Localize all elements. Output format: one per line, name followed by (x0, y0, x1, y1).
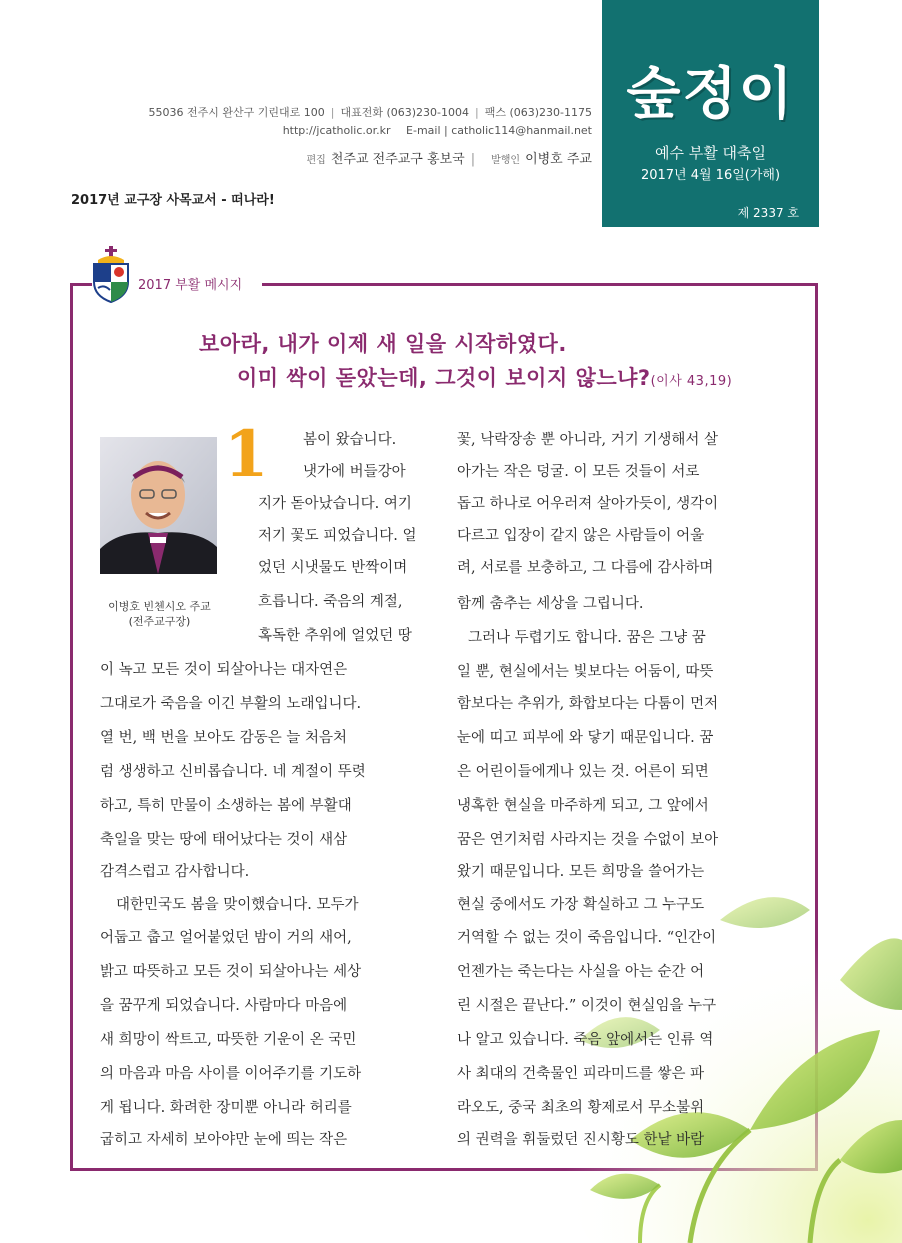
body-line: 새 희망이 싹트고, 따뜻한 기운이 온 국민 (100, 1032, 357, 1048)
fax-text: 팩스 (063)230-1175 (484, 106, 592, 119)
editor-label: 편집 (306, 155, 326, 166)
spacer (397, 124, 401, 137)
diocese-emblem-icon (88, 246, 134, 304)
phone-text: 대표전화 (063)230-1004 (340, 106, 469, 119)
issue-date: 2017년 4월 16일(가해) (640, 168, 781, 183)
body-line: 그러나 두렵기도 합니다. 꿈은 그냥 꿈 (468, 630, 706, 646)
headline-line-1: 보아라, 내가 이제 새 일을 시작하였다. (199, 332, 567, 356)
photo-caption-title: (전주교구장) (128, 615, 191, 628)
section-label: 2017 부활 메시지 (138, 278, 243, 293)
body-line: 꿈은 연기처럼 사라지는 것을 수없이 보아 (457, 832, 719, 848)
frame-border-top-right (262, 283, 818, 286)
issue-number: 제 2337 호 (737, 206, 799, 220)
contact-line-address (148, 104, 592, 120)
body-line: 흐릅니다. 죽음의 계절, (258, 594, 403, 610)
body-line: 려, 서로를 보충하고, 그 다름에 감사하며 (457, 560, 714, 576)
photo-caption (92, 599, 227, 629)
body-line: 럼 생생하고 신비롭습니다. 네 계절이 뚜렷 (100, 764, 366, 780)
body-line: 감격스럽고 감사합니다. (100, 864, 250, 880)
divider: | (330, 106, 335, 119)
frame-border-left (70, 283, 73, 1170)
website-link[interactable]: http://jcatholic.or.kr (282, 124, 391, 137)
body-line: 어둡고 춥고 얼어붙었던 밤이 거의 새어, (100, 930, 352, 946)
body-line: 저기 꽃도 피었습니다. 얼 (258, 528, 417, 544)
body-line: 굽히고 자세히 보아야만 눈에 띄는 작은 (100, 1132, 348, 1148)
bishop-photo (100, 437, 217, 574)
body-line: 아가는 작은 덩굴. 이 모든 것들이 서로 (457, 464, 700, 480)
headline-line-2-text: 이미 싹이 돋았는데, 그것이 보이지 않느냐? (237, 366, 651, 390)
body-line: 을 꿈꾸게 되었습니다. 사람마다 마음에 (100, 998, 348, 1014)
body-line: 냇가에 버들강아 (303, 464, 406, 480)
body-line: 의 권력을 휘둘렀던 진시황도 한낱 바람 (457, 1132, 705, 1148)
body-line: 열 번, 백 번을 보아도 감동은 늘 처음처 (100, 730, 347, 746)
body-line: 언젠가는 죽는다는 사실을 아는 순간 어 (457, 964, 705, 980)
drop-cap-number: 1 (224, 417, 269, 492)
body-line: 었던 시냇물도 반짝이며 (258, 560, 408, 576)
contact-line-web (283, 124, 592, 137)
scripture-reference: (이사 43,19) (650, 374, 733, 389)
body-line: 봄이 왔습니다. (303, 432, 397, 448)
body-line: 거역할 수 없는 것이 죽음입니다. “인간이 (457, 930, 717, 946)
body-line: 현실 중에서도 가장 확실하고 그 누구도 (457, 897, 705, 913)
feast-name: 예수 부활 대축일 (655, 144, 766, 162)
body-line: 눈에 띠고 피부에 와 닿기 때문입니다. 꿈 (457, 730, 714, 746)
body-line: 라오도, 중국 최초의 황제로서 무소불위 (457, 1100, 705, 1116)
headline-line-2 (237, 362, 732, 392)
body-line: 은 어린이들에게나 있는 것. 어른이 되면 (457, 764, 709, 780)
body-line: 대한민국도 봄을 맞이했습니다. 모두가 (116, 897, 359, 913)
body-line: 혹독한 추위에 얼었던 땅 (258, 628, 412, 644)
body-line: 나 알고 있습니다. 죽음 앞에서는 인류 역 (457, 1032, 714, 1048)
publisher-name: 이병호 주교 (525, 152, 592, 167)
newsletter-title: 숲정이 (626, 62, 795, 127)
photo-caption-name: 이병호 빈첸시오 주교 (108, 600, 211, 613)
divider: | (470, 152, 476, 167)
editor-name: 천주교 전주교구 홍보국 (330, 152, 465, 167)
pastoral-letter-title: 2017년 교구장 사목교서 - 떠나라! (71, 193, 275, 208)
body-line: 왔기 때문입니다. 모든 희망을 쓸어가는 (457, 864, 705, 880)
body-line: 의 마음과 마음 사이를 이어주기를 기도하 (100, 1066, 362, 1082)
body-line: 지가 돋아났습니다. 여기 (258, 496, 412, 512)
body-line: 다르고 입장이 같지 않은 사람들이 어울 (457, 528, 705, 544)
body-line: 돕고 하나로 어우러져 살아가듯이, 생각이 (457, 496, 719, 512)
masthead (602, 0, 819, 227)
body-line: 밝고 따뜻하고 모든 것이 되살아나는 세상 (100, 964, 362, 980)
body-line: 이 녹고 모든 것이 되살아나는 대자연은 (100, 662, 348, 678)
divider: | (474, 106, 479, 119)
address-text: 55036 전주시 완산구 기린대로 100 (148, 106, 325, 119)
body-line: 냉혹한 현실을 마주하게 되고, 그 앞에서 (457, 798, 709, 814)
body-line: 하고, 특히 만물이 소생하는 봄에 부활대 (100, 798, 352, 814)
body-line: 축일을 맞는 땅에 태어났다는 것이 새삼 (100, 832, 348, 848)
body-line: 사 최대의 건축물인 피라미드를 쌓은 파 (457, 1066, 705, 1082)
email-link[interactable]: E-mail | catholic114@hanmail.net (406, 124, 592, 137)
publisher-label: 발행인 (491, 155, 521, 166)
credits-line (297, 148, 593, 167)
body-line: 함께 춤추는 세상을 그립니다. (457, 596, 644, 612)
body-line: 함보다는 추위가, 화합보다는 다툼이 먼저 (457, 696, 719, 712)
body-line: 게 됩니다. 화려한 장미뿐 아니라 허리를 (100, 1100, 352, 1116)
body-line: 꽃, 낙락장송 뿐 아니라, 거기 기생해서 살 (457, 432, 718, 448)
body-line: 일 뿐, 현실에서는 빛보다는 어둠이, 따뜻 (457, 664, 714, 680)
body-line: 그대로가 죽음을 이긴 부활의 노래입니다. (100, 696, 362, 712)
body-line: 린 시절은 끝난다.” 이것이 현실임을 누구 (457, 998, 717, 1014)
